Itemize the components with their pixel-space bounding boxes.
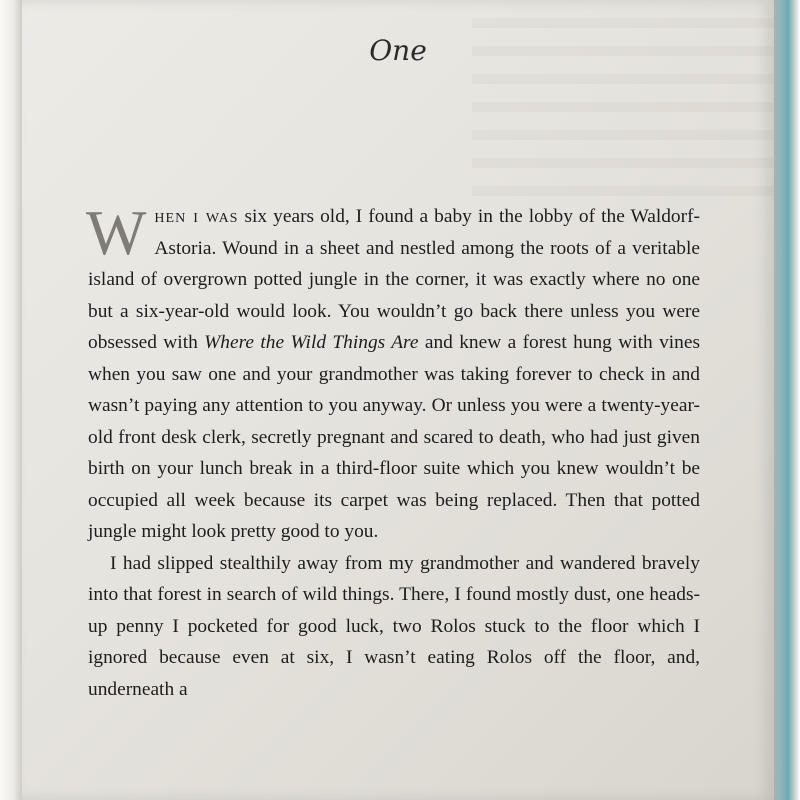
drop-cap: W bbox=[86, 197, 147, 268]
paragraph-1 bbox=[86, 197, 701, 548]
paragraph-1-text-a: six years old, I found a baby in the lobby of the Waldorf-Astoria. Wound in a sheet and nestled among the roots of a veritable island of overgrown potted jungle in the corner, it was exactly where no one but a six-year-old would look. You wouldn’t go back there unless you were obsessed with bbox=[88, 206, 700, 353]
book-title-italic: Where the Wild Things Are bbox=[204, 332, 419, 353]
left-page-edge bbox=[0, 0, 22, 800]
chapter-title: One bbox=[369, 34, 427, 67]
paragraph-1-text-b: and knew a forest hung with vines when you saw one and your grandmother was taking forever to check in and wasn’t paying any attention to you anyway. Or unless you were a twenty-year-old front desk clerk, secretly pregnant and scared to death, who had just given birth on your lunch break in a third-floor suite which you knew wouldn’t be occupied all week because its carpet was being replaced. Then that potted jungle might look pretty good to you. bbox=[88, 332, 701, 542]
body-text bbox=[86, 197, 701, 705]
book-cover-edge bbox=[774, 0, 800, 800]
show-through-text bbox=[472, 0, 792, 200]
book-page bbox=[22, 0, 774, 800]
paragraph-2: I had slipped stealthily away from my grandmother and wandered bravely into that forest in search of wild things. There, I found mostly dust, one heads-up penny I pocketed for good luck, two Rolos stuck to the floor which I ignored because even at six, I wasn’t eating Rolos off the floor, and, underneath a bbox=[88, 552, 700, 700]
small-caps-lead: hen i was bbox=[154, 206, 239, 227]
